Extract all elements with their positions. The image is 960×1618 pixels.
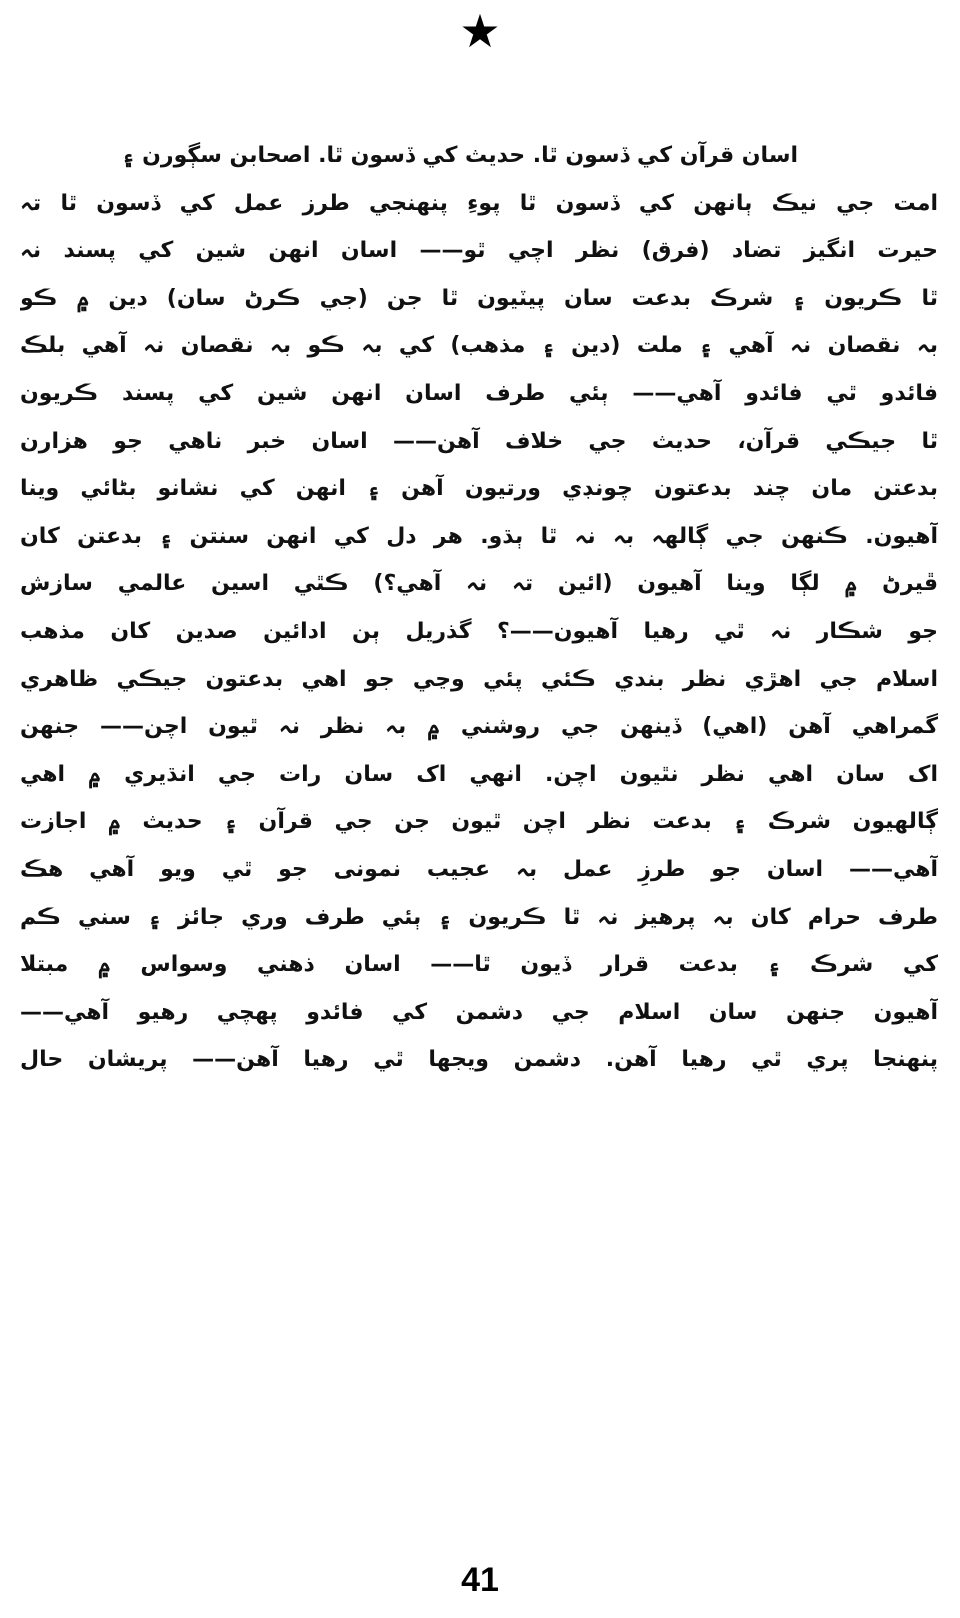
text-line: کي شرڪ ۽ بدعت قرار ڏيون ٿا—— اسان ذهني وسواس ۾ مبتلا bbox=[20, 952, 938, 978]
text-line: آهيون. ڪنهن جي ڳالهہ بہ نہ ٿا ٻڌو. هر دل کي انهن سنتن ۽ بدعتن کان bbox=[20, 523, 938, 549]
text-line: آهي—— اسان جو طرزِ عمل بہ عجيب نمونی جو ٿي ويو آهي هڪ bbox=[20, 856, 938, 882]
page-number: 41 bbox=[461, 1561, 499, 1599]
text-line: فائدو ٿي فائدو آهي—— ٻئي طرف اسان انهن شين کي پسند ڪريون bbox=[20, 380, 938, 406]
text-line: اک سان اهي نظر نٿيون اچن. انهي اک سان رات جي انڌيري ۾ اهي bbox=[20, 761, 938, 787]
text-line: ڳالهيون شرڪ ۽ بدعت نظر اچن ٿيون جن جي قرآن ۽ حديث ۾ اجازت bbox=[20, 809, 938, 835]
text-line: آهيون جنهن سان اسلام جي دشمن کي فائدو پهچي رهيو آهي—— bbox=[20, 999, 938, 1025]
text-line: طرف حرام کان بہ پرهيز نہ ٿا ڪريون ۽ ٻئي طرف وري جائز ۽ سني ڪم bbox=[20, 904, 938, 930]
body-text bbox=[20, 132, 938, 1084]
text-line: اسان قرآن کي ڏسون ٿا. حديث کي ڏسون ٿا. اصحابن سڳورن ۽ bbox=[121, 143, 798, 168]
text-line: ٿا ڪريون ۽ شرڪ بدعت سان پيٽيون ٿا جن (جي ڪرڻ سان) دين ۾ ڪو bbox=[20, 285, 938, 311]
text-line: پنهنجا پري ٿي رهيا آهن. دشمن ويجها ٿي رهيا آهن—— پريشان حال bbox=[20, 1047, 938, 1073]
text-line: اسلام جي اهڙي نظر بندي ڪئي پئي وڃي جو اهي بدعتون جيڪي ظاهري bbox=[20, 666, 938, 692]
text-line: حيرت انگيز تضاد (فرق) نظر اچي ٿو—— اسان انهن شين کي پسند نہ bbox=[20, 238, 938, 264]
text-line: بہ نقصان نہ آهي ۽ ملت (دين ۽ مذهب) کي بہ ڪو بہ نقصان نہ آهي بلڪ bbox=[20, 333, 938, 359]
text-line: امت جي نيڪ ٻانهن کي ڏسون ٿا پوءِ پنهنجي طرز عمل کي ڏسون ٿا تہ bbox=[20, 190, 938, 216]
text-line: گمراهي آهن (اهي) ڏينهن جي روشني ۾ بہ نظر نہ ٿيون اچن—— جنهن bbox=[20, 714, 938, 740]
text-line: ڦيرڻ ۾ لڳا وينا آهيون (ائين تہ نہ آهي؟) ڪٿي اسين عالمي سازش bbox=[20, 571, 938, 597]
text-line: بدعتن مان چند بدعتون چونڊي ورتيون آهن ۽ انهن کي نشانو بڻائي وينا bbox=[20, 476, 938, 502]
text-line: جو شڪار نہ ٿي رهيا آهيون——؟ گذريل ٻن ادائين صدين کان مذهب bbox=[20, 618, 938, 644]
text-line: ٿا جيڪي قرآن، حديث جي خلاف آهن—— اسان خبر ناهي جو هزارن bbox=[20, 428, 938, 454]
star-icon: ★ bbox=[459, 4, 501, 58]
